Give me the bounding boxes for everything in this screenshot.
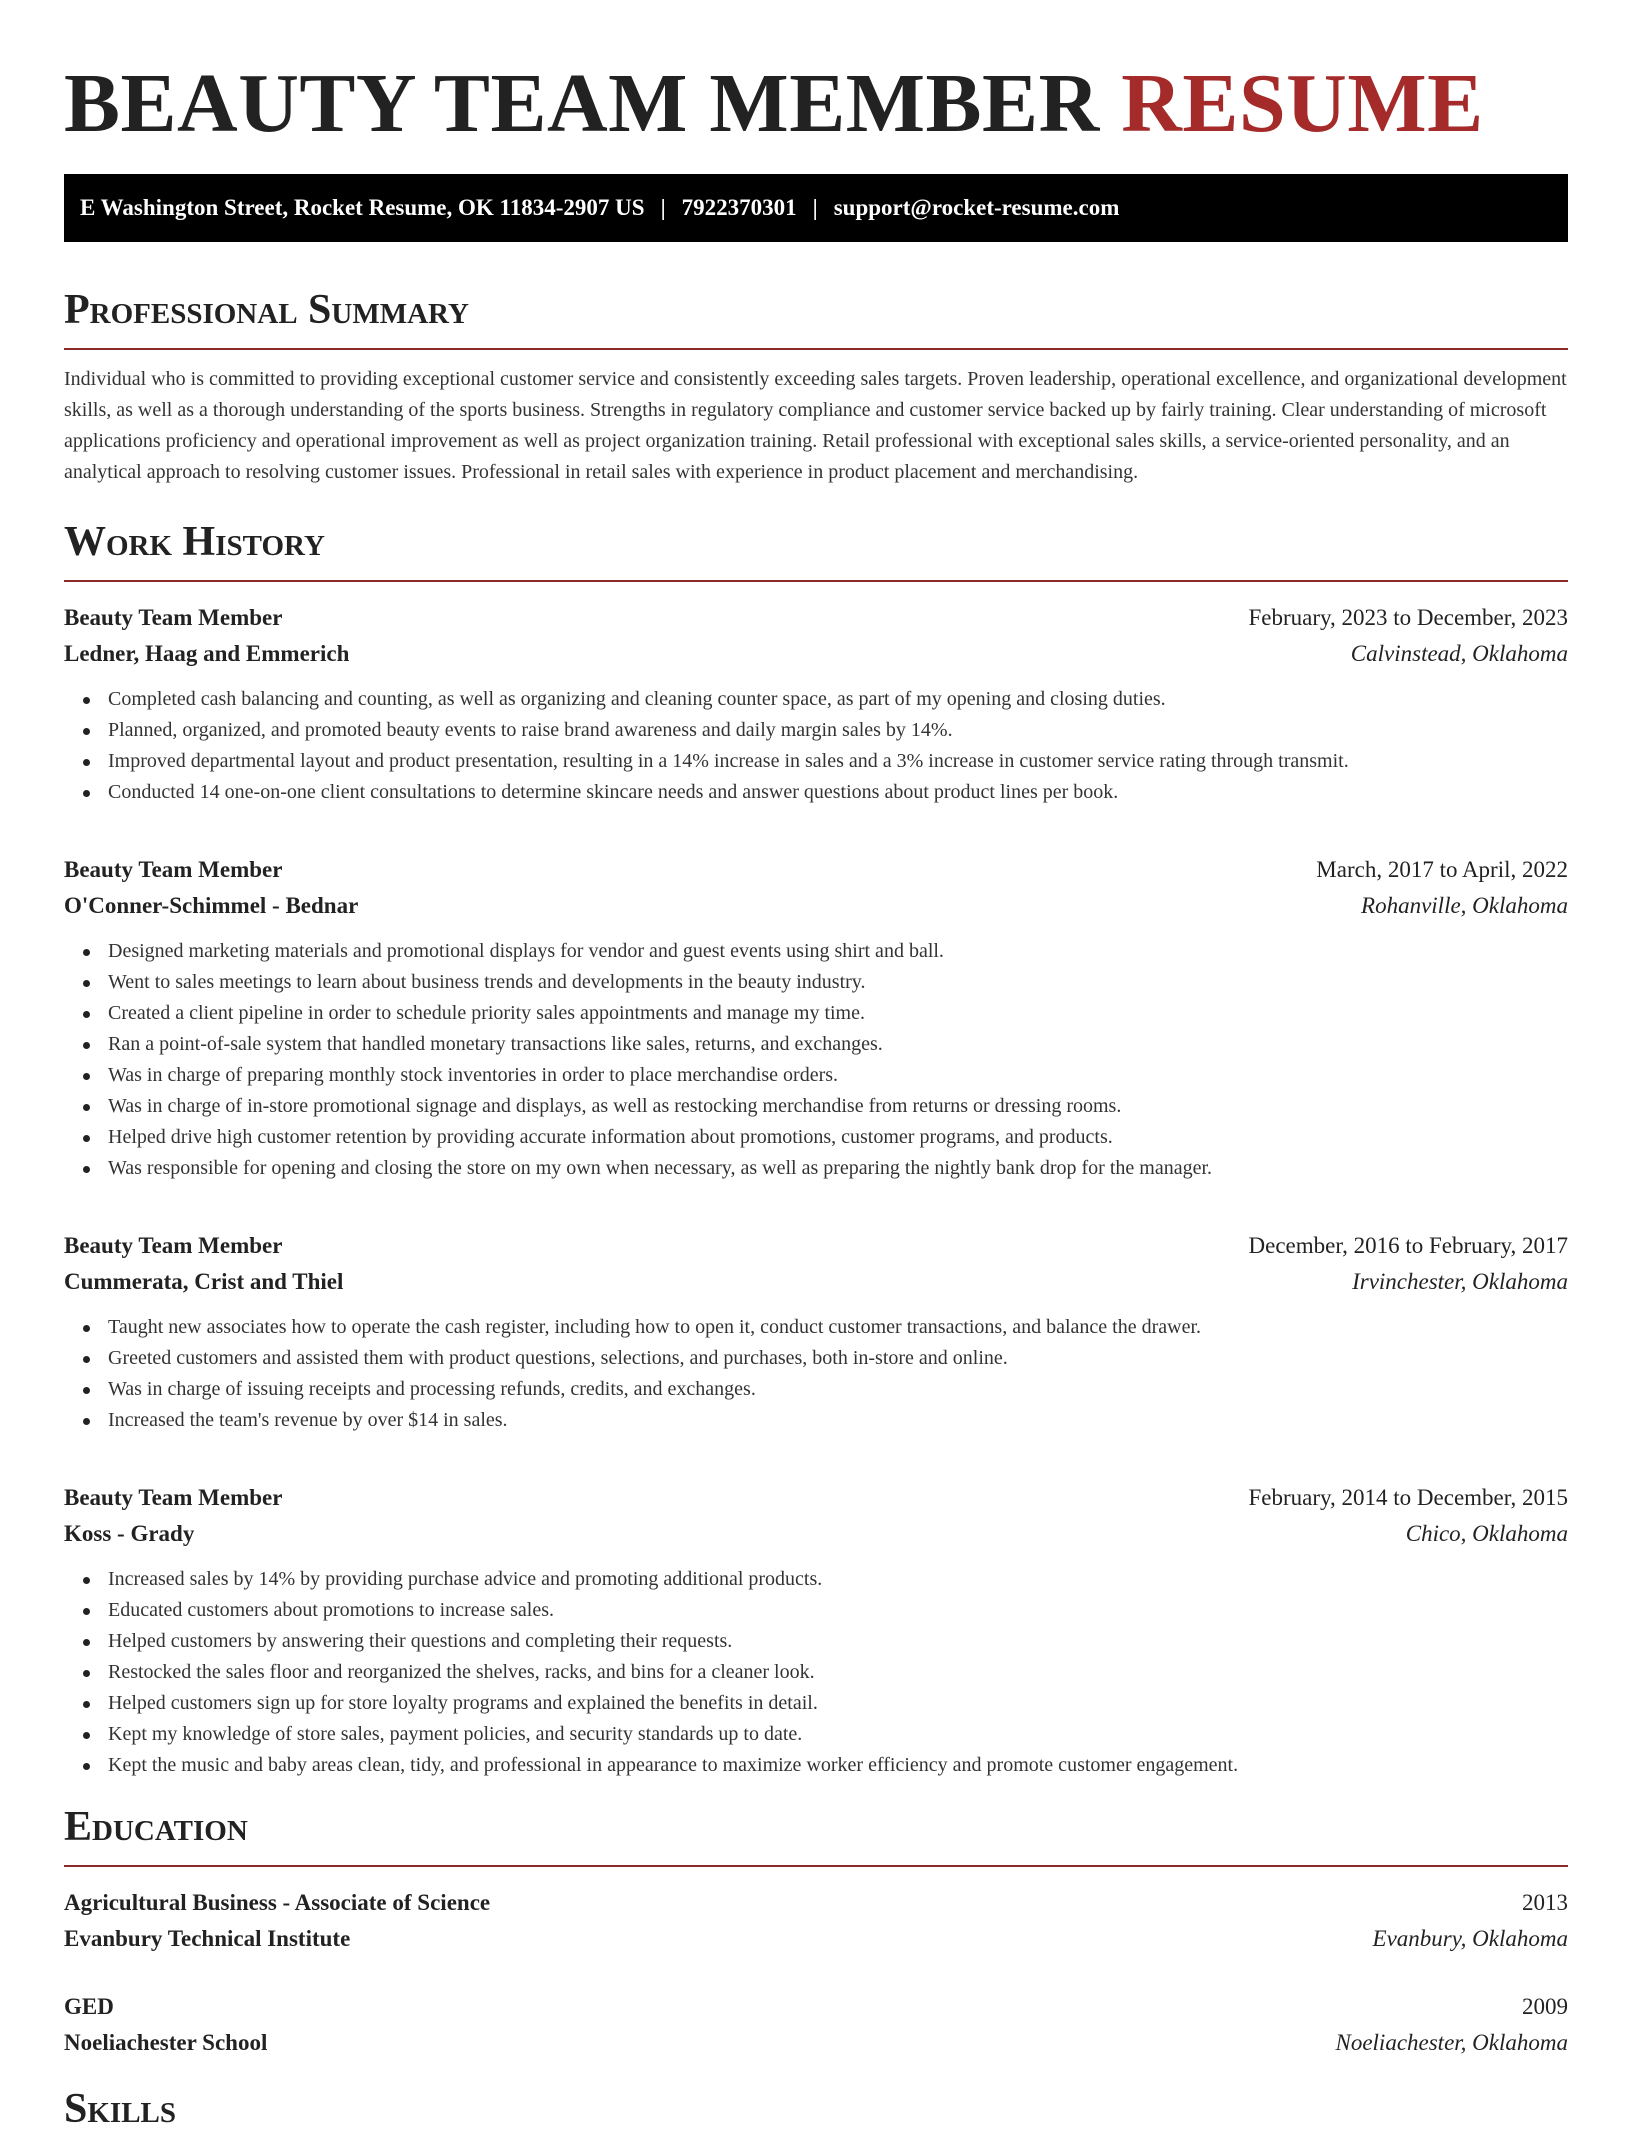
- job-company: Cummerata, Crist and Thiel: [64, 1269, 344, 1294]
- duty-item: Was responsible for opening and closing the store on my own when necessary, as well as preparing the nightly bank drop for the manager.: [108, 1153, 1568, 1184]
- duty-item: Created a client pipeline in order to schedule priority sales appointments and manage my time.: [108, 998, 1568, 1029]
- job-title: Beauty Team Member: [64, 1485, 283, 1510]
- job-duties: [64, 936, 1568, 1184]
- duty-item: Helped customers sign up for store loyalty programs and explained the benefits in detail.: [108, 1688, 1568, 1719]
- education-entry: [64, 1989, 1568, 2061]
- education-degree: GED: [64, 1994, 114, 2019]
- duty-item: Was in charge of issuing receipts and processing refunds, credits, and exchanges.: [108, 1374, 1568, 1405]
- job-dates: December, 2016 to February, 2017: [1248, 1233, 1568, 1258]
- education-entry: [64, 1885, 1568, 1957]
- duty-item: Helped customers by answering their questions and completing their requests.: [108, 1626, 1568, 1657]
- job-entry: [64, 1480, 1568, 1781]
- job-duties: [64, 684, 1568, 808]
- job-header-row: [64, 1480, 1568, 1516]
- job-header-row: [64, 852, 1568, 888]
- duty-item: Improved departmental layout and product presentation, resulting in a 14% increase in sales and a 3% increase in customer service rating through transmit.: [108, 746, 1568, 777]
- contact-address: E Washington Street, Rocket Resume, OK 11834-2907 US: [80, 195, 645, 220]
- job-entry: [64, 852, 1568, 1184]
- duty-item: Helped drive high customer retention by providing accurate information about promotions, customer programs, and products.: [108, 1122, 1568, 1153]
- education-school-row: [64, 2025, 1568, 2061]
- resume-title-main: BEAUTY TEAM MEMBER: [64, 57, 1100, 150]
- skills-heading: Skills: [64, 2086, 177, 2132]
- education-location: Evanbury, Oklahoma: [1372, 1926, 1568, 1951]
- job-entry: [64, 1228, 1568, 1436]
- job-dates: February, 2023 to December, 2023: [1248, 605, 1568, 630]
- resume-title: [64, 0, 1568, 150]
- duty-item: Kept the music and baby areas clean, tidy, and professional in appearance to maximize worker efficiency and promote customer engagement.: [108, 1750, 1568, 1781]
- duty-item: Went to sales meetings to learn about business trends and developments in the beauty industry.: [108, 967, 1568, 998]
- education-school: Evanbury Technical Institute: [64, 1926, 351, 1951]
- education-heading: Education: [64, 1803, 1568, 1867]
- duty-item: Was in charge of in-store promotional signage and displays, as well as restocking merchandise from returns or dressing rooms.: [108, 1091, 1568, 1122]
- duty-item: Educated customers about promotions to increase sales.: [108, 1595, 1568, 1626]
- education-year: 2013: [1522, 1890, 1568, 1915]
- duty-item: Taught new associates how to operate the cash register, including how to open it, conduct customer transactions, and balance the drawer.: [108, 1312, 1568, 1343]
- job-company-row: [64, 636, 1568, 672]
- job-dates: March, 2017 to April, 2022: [1316, 857, 1568, 882]
- job-company-row: [64, 888, 1568, 924]
- job-title: Beauty Team Member: [64, 1233, 283, 1258]
- education-school: Noeliachester School: [64, 2030, 268, 2055]
- education-degree-row: [64, 1885, 1568, 1921]
- work-history-heading: Work History: [64, 518, 1568, 582]
- duty-item: Was in charge of preparing monthly stock inventories in order to place merchandise orders.: [108, 1060, 1568, 1091]
- education-degree-row: [64, 1989, 1568, 2025]
- duty-item: Designed marketing materials and promotional displays for vendor and guest events using shirt and ball.: [108, 936, 1568, 967]
- duty-item: Kept my knowledge of store sales, payment policies, and security standards up to date.: [108, 1719, 1568, 1750]
- summary-heading: Professional Summary: [64, 286, 1568, 350]
- education-year: 2009: [1522, 1994, 1568, 2019]
- job-duties: [64, 1564, 1568, 1781]
- duty-item: Increased sales by 14% by providing purchase advice and promoting additional products.: [108, 1564, 1568, 1595]
- job-title: Beauty Team Member: [64, 857, 283, 882]
- duty-item: Completed cash balancing and counting, as well as organizing and cleaning counter space, as part of my opening and closing duties.: [108, 684, 1568, 715]
- job-location: Irvinchester, Oklahoma: [1352, 1269, 1568, 1294]
- resume-page: [64, 0, 1568, 2147]
- job-dates: February, 2014 to December, 2015: [1248, 1485, 1568, 1510]
- education-degree: Agricultural Business - Associate of Science: [64, 1890, 491, 1915]
- job-duties: [64, 1312, 1568, 1436]
- education-location: Noeliachester, Oklahoma: [1335, 2030, 1568, 2055]
- duty-item: Increased the team's revenue by over $14 in sales.: [108, 1405, 1568, 1436]
- duty-item: Restocked the sales floor and reorganized the shelves, racks, and bins for a cleaner look.: [108, 1657, 1568, 1688]
- duty-item: Greeted customers and assisted them with product questions, selections, and purchases, both in-store and online.: [108, 1343, 1568, 1374]
- job-location: Rohanville, Oklahoma: [1361, 893, 1568, 918]
- contact-separator: |: [812, 195, 818, 220]
- duty-item: Planned, organized, and promoted beauty events to raise brand awareness and daily margin sales by 14%.: [108, 715, 1568, 746]
- job-entry: [64, 600, 1568, 808]
- duty-item: Conducted 14 one-on-one client consultations to determine skincare needs and answer questions about product lines per book.: [108, 777, 1568, 808]
- duty-item: Ran a point-of-sale system that handled monetary transactions like sales, returns, and exchanges.: [108, 1029, 1568, 1060]
- job-company: O'Conner-Schimmel - Bednar: [64, 893, 359, 918]
- contact-bar: [64, 174, 1568, 242]
- education-school-row: [64, 1921, 1568, 1957]
- job-header-row: [64, 600, 1568, 636]
- contact-separator: |: [660, 195, 666, 220]
- job-title: Beauty Team Member: [64, 605, 283, 630]
- job-company: Koss - Grady: [64, 1521, 195, 1546]
- job-company-row: [64, 1516, 1568, 1552]
- job-location: Calvinstead, Oklahoma: [1350, 641, 1568, 666]
- job-company-row: [64, 1264, 1568, 1300]
- resume-title-accent: RESUME: [1121, 57, 1484, 150]
- job-company: Ledner, Haag and Emmerich: [64, 641, 350, 666]
- contact-phone: 7922370301: [681, 195, 797, 220]
- job-header-row: [64, 1228, 1568, 1264]
- contact-email[interactable]: support@rocket-resume.com: [833, 195, 1120, 220]
- job-location: Chico, Oklahoma: [1405, 1521, 1568, 1546]
- summary-text: Individual who is committed to providing exceptional customer service and consistently exceeding sales targets. Proven leadership, operational excellence, and organizational development skills, as well as a thorough understanding of the sports business. Strengths in regulatory compliance and customer service backed up by fairly training. Clear understanding of microsoft applications proficiency and operational improvement as well as project organization training. Retail professional with exceptional sales skills, a service-oriented personality, and an analytical approach to resolving customer issues. Professional in retail sales with experience in product placement and merchandising.: [64, 368, 1567, 483]
